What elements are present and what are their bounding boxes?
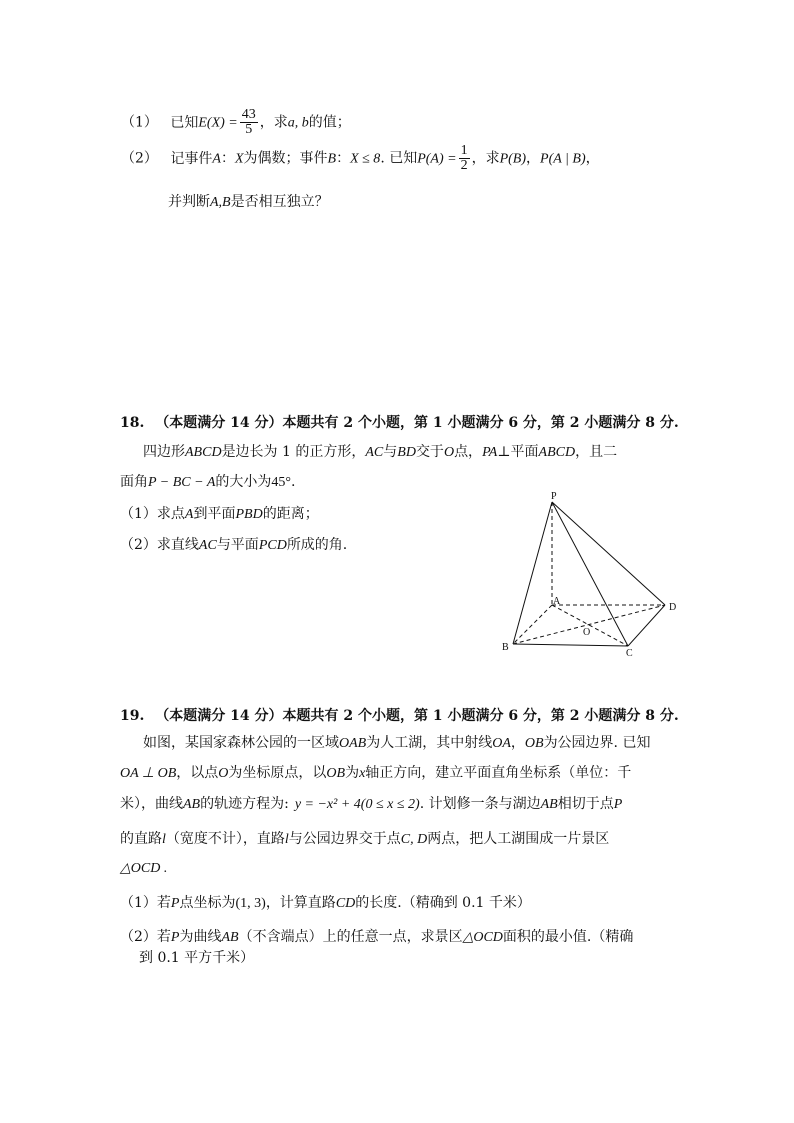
q19-part1: （1）若P点坐标为(1, 3)，计算直路CD的长度.（精确到 0.1 千米） bbox=[120, 895, 531, 911]
q19-header-text: （本题满分 14 分）本题共有 2 个小题，第 1 小题满分 6 分，第 2 小题满分 8 分. bbox=[155, 708, 679, 724]
q18-number: 18. bbox=[120, 415, 145, 431]
curve-equation: y = −x² + 4(0 ≤ x ≤ 2) bbox=[294, 797, 420, 812]
q19-number: 19. bbox=[120, 708, 145, 724]
edge-PD bbox=[552, 502, 665, 605]
label-D: D bbox=[669, 602, 677, 613]
q19-part2: （2）若P为曲线AB（不含端点）上的任意一点，求景区△OCD面积的最小值.（精确 bbox=[120, 929, 634, 945]
label-A: A bbox=[553, 596, 561, 607]
q18-part2: （2）求直线AC与平面PCD所成的角. bbox=[120, 537, 348, 553]
fraction-1-2: $\frac{1}{2}$ bbox=[460, 143, 468, 173]
diagonal-BD bbox=[513, 605, 665, 644]
q17-part2-label: （2） bbox=[121, 150, 158, 167]
diagonal-AC bbox=[552, 605, 628, 646]
pyramid-figure bbox=[495, 488, 685, 658]
q18-line1: 四边形ABCD是边长为 1 的正方形，AC与BD交于O点，PA⊥平面ABCD，且二 bbox=[143, 444, 618, 460]
fraction-43-5: $\frac{43}{5}$ bbox=[241, 107, 256, 137]
q19-line3: 米），曲线AB的轨迹方程为: y = −x² + 4(0 ≤ x ≤ 2). 计划修一条与湖边AB相切于点P bbox=[120, 796, 623, 812]
q18-line2: 面角P − BC − A的大小为45°. bbox=[120, 474, 296, 490]
q17-part2-line2: 并判断A,B是否相互独立？ bbox=[168, 194, 329, 210]
label-P: P bbox=[551, 491, 557, 502]
label-B: B bbox=[502, 642, 509, 653]
edge-CD bbox=[628, 605, 665, 646]
q17-part1-label: （1） bbox=[121, 114, 158, 131]
q19-header bbox=[120, 705, 679, 725]
q19-part2-line2: 到 0.1 平方千米） bbox=[139, 950, 255, 966]
edge-BC bbox=[513, 644, 628, 646]
q17-part1: （1） 已知E(X) = $\frac{43}{5}$ ，求a, b的值； bbox=[121, 107, 351, 137]
label-O: O bbox=[583, 627, 591, 638]
q17-part2: （2） 记事件A：X为偶数；事件B：X ≤ 8. 已知P(A) = $\frac{1}{2}$ ，求P(B)，P(A | B)， bbox=[121, 143, 600, 173]
q18-part1: （1）求点A到平面PBD的距离； bbox=[120, 506, 319, 522]
q18-header-text: （本题满分 14 分）本题共有 2 个小题，第 1 小题满分 6 分，第 2 小题满分 8 分. bbox=[155, 415, 679, 431]
label-C: C bbox=[626, 648, 633, 658]
q19-line2: OA ⊥ OB，以点O为坐标原点，以OB为x轴正方向，建立平面直角坐标系（单位：千 bbox=[120, 765, 632, 781]
q19-line5: △OCD . bbox=[120, 861, 168, 876]
q19-line1: 如图，某国家森林公园的一区域OAB为人工湖，其中射线OA，OB为公园边界. 已知 bbox=[143, 735, 651, 751]
q18-header bbox=[120, 412, 679, 432]
q19-line4: 的直路l（宽度不计），直路l与公园边界交于点C, D两点，把人工湖围成一片景区 bbox=[120, 831, 610, 847]
edge-PB bbox=[513, 502, 552, 644]
